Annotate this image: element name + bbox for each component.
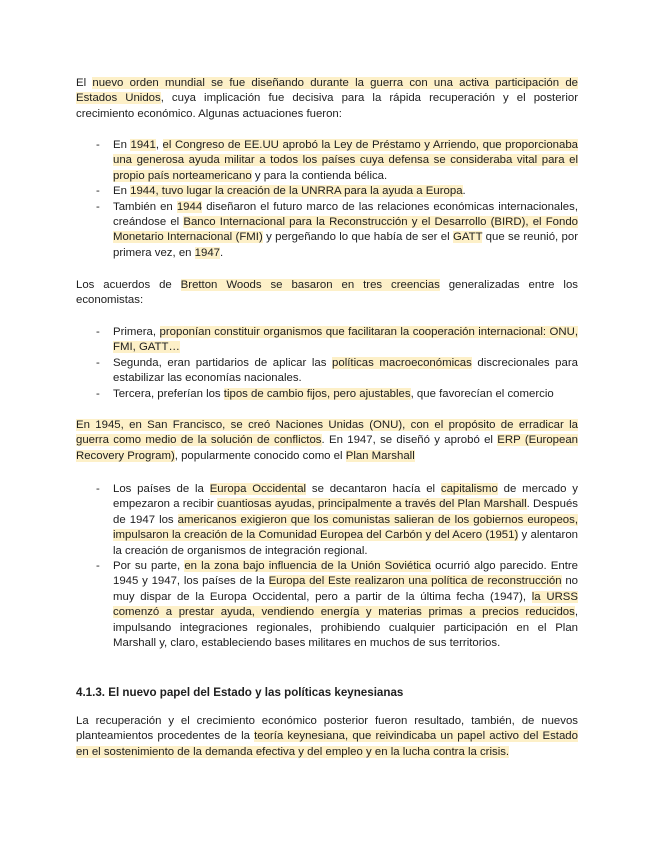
text-run: ocurrió algo parecido. Entre 1945 y 1947, los países de la (113, 560, 578, 588)
highlighted-text: tipos de cambio fijos, pero ajustables (223, 387, 411, 400)
highlighted-text: Plan Marshall (345, 449, 415, 462)
highlighted-text: 1941 (130, 139, 156, 151)
list-item (76, 138, 578, 184)
list-item (76, 356, 578, 387)
text-run: Los acuerdos de (76, 279, 181, 291)
highlighted-text: en la zona bajo influencia de la Unión Soviética (184, 560, 431, 573)
text-run: discrecionales para estabilizar las economías nacionales. (113, 356, 578, 385)
highlighted-text: el Congreso de EE.UU aprobó la Ley de Préstamo y Arriendo, que proporcionaba una generosa ayuda militar a todos los países cuya defensa se consideraba vital para el propio país norteamericano (113, 139, 578, 182)
highlighted-text: cuantiosas ayudas, principalmente a través del Plan Marshall (217, 498, 527, 511)
bullet-dash: - (96, 139, 100, 151)
text-run: En (113, 185, 131, 198)
bullet-dash: - (96, 200, 100, 213)
list-blocs (76, 482, 578, 651)
paragraph-intro (76, 76, 578, 122)
list-beliefs (76, 325, 578, 402)
text-run: Los países de la (113, 483, 210, 495)
text-run: que se reunió, por primera vez, en (113, 231, 578, 259)
text-run: , impulsando integraciones regionales, prohibiendo cualquier participación en el Plan Marshall y, claro, estableciendo bases militares en muchos de sus territorios. (113, 606, 578, 650)
list-item (76, 184, 578, 199)
text-run: diseñaron el futuro marco de las relaciones económicas internacionales, creándose el (113, 200, 578, 229)
highlighted-text: 1947 (194, 246, 221, 259)
list-item (76, 200, 578, 262)
highlighted-text: proponían constituir organismos que facilitaran la cooperación internacional: ONU, FMI, GATT… (113, 326, 578, 354)
paragraph-onu-marshall (76, 418, 578, 464)
list-item (76, 482, 578, 559)
highlighted-text: GATT (453, 231, 483, 244)
text-run: se decantaron hacía el (306, 483, 441, 495)
highlighted-text: Bretton Woods se basaron en tres creencias (180, 279, 440, 291)
text-run: , popularmente conocido como el (174, 449, 346, 462)
text-run: generalizadas entre los economistas: (76, 279, 578, 307)
text-run: En (113, 139, 131, 151)
text-run: y pergeñando lo que había de ser el (262, 231, 453, 244)
paragraph-bretton-woods (76, 278, 578, 309)
text-run: , cuya implicación fue decisiva para la rápida recuperación y el posterior crecimiento económico. Algunas actuaciones fueron: (76, 92, 579, 120)
highlighted-text: Europa Occidental (209, 483, 307, 495)
bullet-dash: - (96, 560, 100, 573)
highlighted-text: Banco Internacional para la Reconstrucción y el Desarrollo (BIRD), el Fondo Monetario Internacional (FMI) (113, 216, 579, 244)
text-run: Tercera, preferían los (113, 387, 224, 400)
highlighted-text: Europa del Este realizaron una política de reconstrucción (268, 575, 562, 588)
text-run: de mercado y empezaron a recibir (113, 483, 578, 511)
bullet-dash: - (96, 326, 100, 338)
bullet-dash: - (96, 387, 100, 400)
bullet-dash: - (96, 483, 100, 495)
highlighted-text: nuevo orden mundial se fue diseñando durante la guerra con una activa participación de Estados Unidos (76, 77, 578, 105)
list-item (76, 387, 578, 402)
bullet-dash: - (96, 356, 100, 369)
highlighted-text: En 1945, en San Francisco, se creó Naciones Unidas (ONU), con el propósito de erradicar la guerra como medio de la solución de conflictos (76, 419, 578, 447)
highlighted-text: 1944 (176, 200, 203, 213)
text-run: no muy dispar de la Europa Occidental, pero a partir de la última fecha (1947), (113, 575, 578, 603)
section-heading: 4.1.3. El nuevo papel del Estado y las políticas keynesianas (76, 686, 404, 699)
text-run: , (155, 139, 163, 151)
text-run: La recuperación y el crecimiento económico posterior fueron resultado, también, de nuevos planteamientos procedentes de la (76, 715, 578, 743)
text-run: Primera, (113, 326, 160, 338)
highlighted-text: ERP (European Recovery Program) (76, 434, 579, 462)
text-run: También en (113, 200, 177, 213)
text-run: y para la contienda bélica. (251, 169, 388, 182)
text-run: . (220, 246, 224, 259)
list-item (76, 325, 578, 356)
highlighted-text: políticas macroeconómicas (332, 356, 472, 369)
text-run: Por su parte, (113, 560, 185, 573)
text-run: . En 1947, se diseñó y aprobó el (321, 434, 498, 447)
bullet-dash: - (96, 185, 100, 198)
text-run: , que favorecían el comercio (410, 387, 554, 400)
text-run: El (76, 77, 93, 89)
highlighted-text: la URSS comenzó a prestar ayuda, vendiendo energía y materias primas a precios reducidos (113, 590, 578, 619)
text-run: Segunda, eran partidarios de aplicar las (113, 356, 333, 369)
list-item (76, 559, 578, 651)
list-actions (76, 138, 578, 261)
highlighted-text: capitalismo (440, 483, 498, 495)
paragraph-keynes (76, 714, 578, 760)
text-run: . Después de 1947 los (113, 498, 578, 526)
highlighted-text: 1944, tuvo lugar la creación de la UNRRA para la ayuda a Europa (130, 185, 463, 198)
text-run: y alentaron la creación de organismos de integración regional. (113, 529, 578, 557)
text-run: . (462, 185, 466, 198)
highlighted-text: teoría keynesiana, que reivindicaba un papel activo del Estado en el sostenimiento de la demanda efectiva y del empleo y en la lucha contra la crisis. (76, 730, 578, 758)
highlighted-text: americanos exigieron que los comunistas salieran de los gobiernos europeos, impulsaron la creación de la Comunidad Europea del Carbón y del Acero (1951) (113, 513, 578, 542)
